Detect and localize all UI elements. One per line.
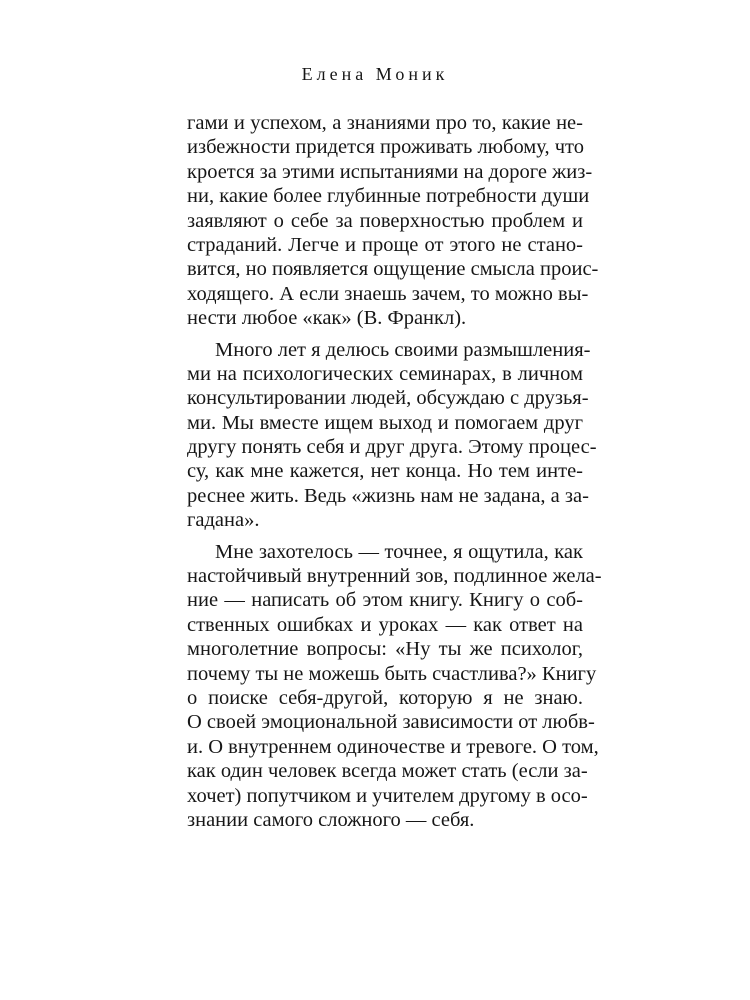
text-line: гами и успехом, а знаниями про то, какие не- xyxy=(187,112,583,134)
text-line: заявляют о себе за поверхностью проблем и xyxy=(187,209,583,232)
text-line: нести любое «как» (В. Франкл). xyxy=(187,307,467,330)
text-line: о поиске себя-другой, которую я не знаю. xyxy=(187,686,583,709)
text-line: ми на психологических семинарах, в личном xyxy=(187,362,583,385)
text-line: избежности придется проживать любому, что xyxy=(187,136,584,159)
text-line: ственных ошибках и уроках — как ответ на xyxy=(187,613,583,636)
text-line: су, как мне кажется, нет конца. Но тем инте- xyxy=(187,460,583,483)
text-line: ние — написать об этом книгу. Книгу о соб- xyxy=(187,589,583,612)
text-line: ходящего. А если знаешь зачем, то можно вы- xyxy=(187,282,589,305)
text-line: настойчивый внутренний зов, подлинное жела- xyxy=(187,565,602,588)
text-line: страданий. Легче и проще от этого не стано- xyxy=(187,233,583,256)
text-line: Много лет я делюсь своими размышления- xyxy=(215,338,591,361)
text-line: ни, какие более глубинные потребности души xyxy=(187,185,590,208)
text-line: консультировании людей, обсуждаю с друзья- xyxy=(187,387,589,410)
paragraph-3 xyxy=(187,540,602,833)
text-line: многолетние вопросы: «Ну ты же психолог, xyxy=(187,638,583,661)
body-text xyxy=(187,111,602,832)
text-line: почему ты не можешь быть счастлива?» Книгу xyxy=(187,662,597,685)
text-line: хочет) попутчиком и учителем другому в осо- xyxy=(187,784,588,807)
text-line: реснее жить. Ведь «жизнь нам не задана, а за- xyxy=(187,484,589,507)
text-line: ми. Мы вместе ищем выход и помогаем друг xyxy=(187,411,583,434)
text-line: О своей эмоциональной зависимости от любв- xyxy=(187,711,595,734)
text-line: другу понять себя и друг друга. Этому процес- xyxy=(187,436,597,459)
text-line: как один человек всегда может стать (если за- xyxy=(187,760,588,783)
text-line: знании самого сложного — себя. xyxy=(187,808,475,831)
text-line: кроется за этими испытаниями на дороге жиз- xyxy=(187,160,593,183)
text-line: вится, но появляется ощущение смысла проис- xyxy=(187,258,599,281)
text-line: и. О внутреннем одиночестве и тревоге. О том, xyxy=(187,735,599,758)
paragraph-1 xyxy=(187,111,599,331)
paragraph-2 xyxy=(187,338,597,533)
text-line: гадана». xyxy=(187,509,260,532)
running-head-author: Елена Моник xyxy=(301,64,449,84)
text-line: Мне захотелось — точнее, я ощутила, как xyxy=(215,540,583,563)
